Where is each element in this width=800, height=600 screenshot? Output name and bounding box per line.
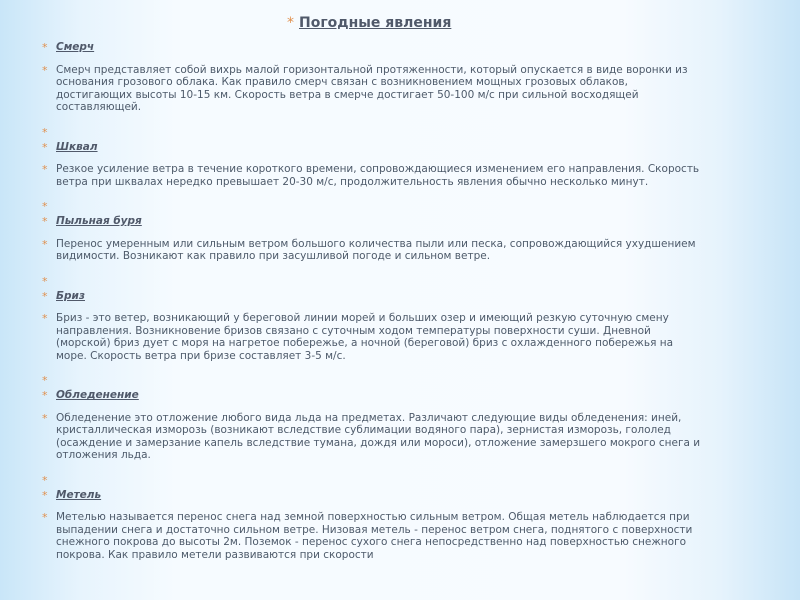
bullet-icon: * [287,15,294,31]
section-heading-blizzard [42,489,704,502]
section-paragraph: Перенос умеренным или сильным ветром большого количества пыли или песка, сопровождающийся ухудшением видимости. Возникают как правило при засушливой погоде и сильном ветре. [56,237,696,262]
slide-title: Погодные явления [299,15,452,31]
section-heading-text: Метель [56,488,102,501]
section-paragraph: Метелью называется перенос снега над земной поверхностью сильным ветром. Общая метель наблюдается при выпадении снега и достаточно сильном ветре. Низовая метель - перенос ветром снега, поднятого с поверхности снежного покрова до высоты 2м. Поземок - перенос сухого снега непосредственно над поверхностью снежного покрова. Как правило метели развиваются при скорости [56,511,693,561]
slide-content [42,41,704,561]
bullet-icon: * [42,63,48,77]
section-heading-dust-storm [42,215,704,228]
section-text-squall [42,163,704,188]
bullet-icon: * [42,274,48,288]
empty-bullet [42,126,704,138]
empty-bullet [42,474,704,486]
bullet-icon: * [42,125,48,139]
section-text-breeze [42,312,704,362]
bullet-icon: * [42,411,48,425]
section-heading-text: Обледенение [56,389,139,401]
bullet-icon: * [42,389,48,402]
section-paragraph: Бриз - это ветер, возникающий у береговой линии морей и больших озер и имеющий резкую суточную смену направления. Возникновение бризов связано с суточным ходом температуры поверхности суши. Дневной (морской) бриз дует с моря на нагретое побережье, а ночной (береговой) бриз с охлажденного побережья на море. Скорость ветра при бризе составляет 3-5 м/с. [56,312,674,362]
bullet-icon: * [42,312,48,325]
section-text-icing [42,412,704,462]
section-text-blizzard [42,511,704,561]
bullet-icon: * [42,488,48,502]
section-heading-text: Пыльная буря [56,215,142,227]
bullet-icon: * [42,200,48,213]
section-heading-text: Смерч [56,41,95,53]
bullet-icon: * [42,41,48,54]
bullet-icon: * [42,215,48,228]
title-row [287,15,451,31]
bullet-icon: * [42,163,48,176]
empty-bullet [42,200,704,212]
section-paragraph: Резкое усиление ветра в течение короткого времени, сопровождающиеся изменением его направления. Скорость ветра при шквалах нередко превышает 20-30 м/с, продолжительность явления обычно несколько минут. [56,163,700,188]
section-heading-text: Бриз [56,289,85,302]
bullet-icon: * [42,473,48,487]
section-heading-squall [42,141,704,154]
bullet-icon: * [42,140,48,154]
section-paragraph: Обледенение это отложение любого вида льда на предметах. Различают следующие виды обледенения: иней, кристаллическая изморозь (возникают вследствие сублимации водяного пара), зернистая изморозь, гололед (осаждение и замерзание капель вследствие тумана, дождя или мороси), отложение замерзшего мокрого снега и отложения льда. [56,411,701,461]
section-heading-breeze [42,290,704,303]
empty-bullet [42,275,704,287]
section-text-dust-storm [42,238,704,263]
section-text-tornado [42,64,704,114]
bullet-icon: * [42,237,48,251]
section-paragraph: Смерч представляет собой вихрь малой горизонтальной протяженности, который опускается в виде воронки из основания грозового облака. Как правило смерч связан с возникновением мощных грозовых облаков, достигающих высоты 10-15 км. Скорость ветра в смерче достигает 50-100 м/с при сильной восходящей составляющей. [56,63,688,113]
section-heading-text: Шквал [56,140,98,153]
bullet-icon: * [42,374,48,387]
empty-bullet [42,374,704,386]
section-heading-tornado [42,41,704,54]
bullet-icon: * [42,289,48,303]
bullet-icon: * [42,511,48,524]
section-heading-icing [42,389,704,402]
